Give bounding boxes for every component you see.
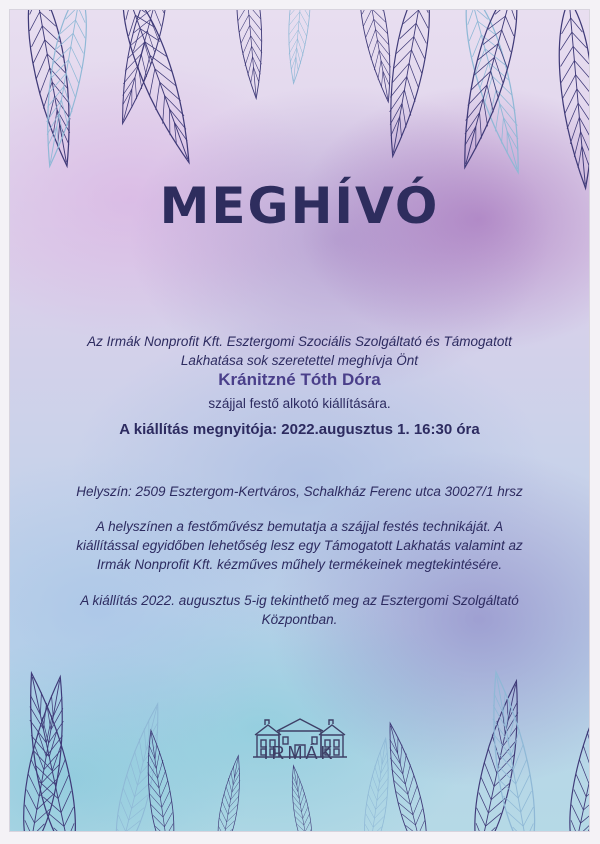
artist-name: Kránitzné Tóth Dóra [218, 370, 381, 389]
description-line-1: A helyszínen a festőművész bemutatja a szájjal festés technikáját. A [95, 519, 504, 534]
closing-line-2: Központban. [261, 612, 338, 627]
opening-time: A kiállítás megnyitója: 2022.augusztus 1. 16:30 óra [119, 421, 480, 438]
closing-line-1: A kiállítás 2022. augusztus 5-ig tekinthető meg az Esztergomi Szolgáltató [80, 593, 519, 608]
organizer-text [39, 332, 560, 370]
manor-house-icon [249, 697, 351, 779]
description-line-2: kiállítással egyidőben lehetőség lesz egy Támogatott Lakhatás valamint az [76, 538, 523, 553]
organizer-line-1: Az Irmák Nonprofit Kft. Esztergomi Szociális Szolgáltató és Támogatott [87, 334, 512, 349]
invitation-title: MEGHÍVÓ [159, 177, 440, 235]
organizer-line-2: Lakhatása sok szeretettel meghívja Önt [180, 353, 419, 368]
closing-text [49, 591, 550, 629]
description-line-3: Irmák Nonprofit Kft. kézműves műhely termékeinek megtekintésére. [96, 557, 503, 572]
venue-text: Helyszín: 2509 Esztergom-Kertváros, Schalkház Ferenc utca 30027/1 hrsz [76, 484, 523, 499]
description-text [49, 517, 550, 574]
logo-text: IRMÁK [263, 743, 336, 763]
artist-medium: szájjal festő alkotó kiállítására. [208, 396, 391, 411]
invitation-page [9, 9, 590, 832]
